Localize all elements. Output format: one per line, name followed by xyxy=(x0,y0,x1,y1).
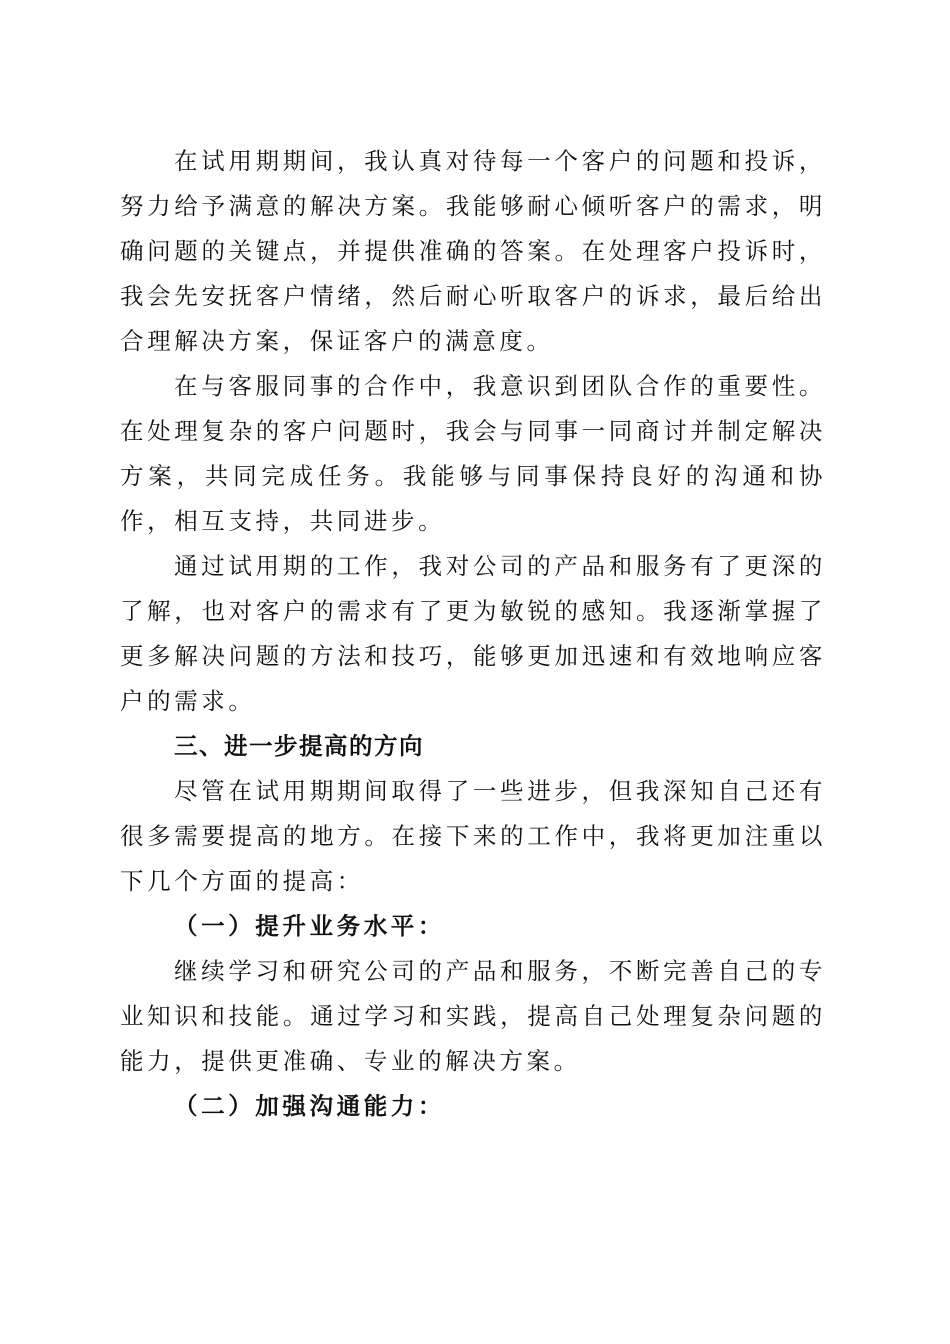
subsection-1-body: 继续学习和研究公司的产品和服务，不断完善自己的专业知识和技能。通过学习和实践，提高自己处理复杂问题的能力，提供更准确、专业的解决方案。 xyxy=(120,957,826,1075)
paragraph-learning: 通过试用期的工作，我对公司的产品和服务有了更深的了解，也对客户的需求有了更为敏锐的感知。我逐渐掌握了更多解决问题的方法和技巧，能够更加迅速和有效地响应客户的需求。 xyxy=(120,552,826,715)
paragraph-teamwork: 在与客服同事的合作中，我意识到团队合作的重要性。在处理复杂的客户问题时，我会与同事一同商讨并制定解决方案，共同完成任务。我能够与同事保持良好的沟通和协作，相互支持，共同进步。 xyxy=(120,372,826,535)
subsection-1-title: （一）提升业务水平： xyxy=(174,912,445,940)
section-intro: 尽管在试用期期间取得了一些进步，但我深知自己还有很多需要提高的地方。在接下来的工作中，我将更加注重以下几个方面的提高： xyxy=(120,777,826,895)
section-heading: 三、进一步提高的方向 xyxy=(174,732,424,760)
subsection-2-title: （二）加强沟通能力： xyxy=(174,1092,445,1120)
document-body xyxy=(120,139,826,1129)
paragraph-customer-service: 在试用期期间，我认真对待每一个客户的问题和投诉，努力给予满意的解决方案。我能够耐心倾听客户的需求，明确问题的关键点，并提供准确的答案。在处理客户投诉时，我会先安抚客户情绪，然后耐心听取客户的诉求，最后给出合理解决方案，保证客户的满意度。 xyxy=(120,147,826,355)
